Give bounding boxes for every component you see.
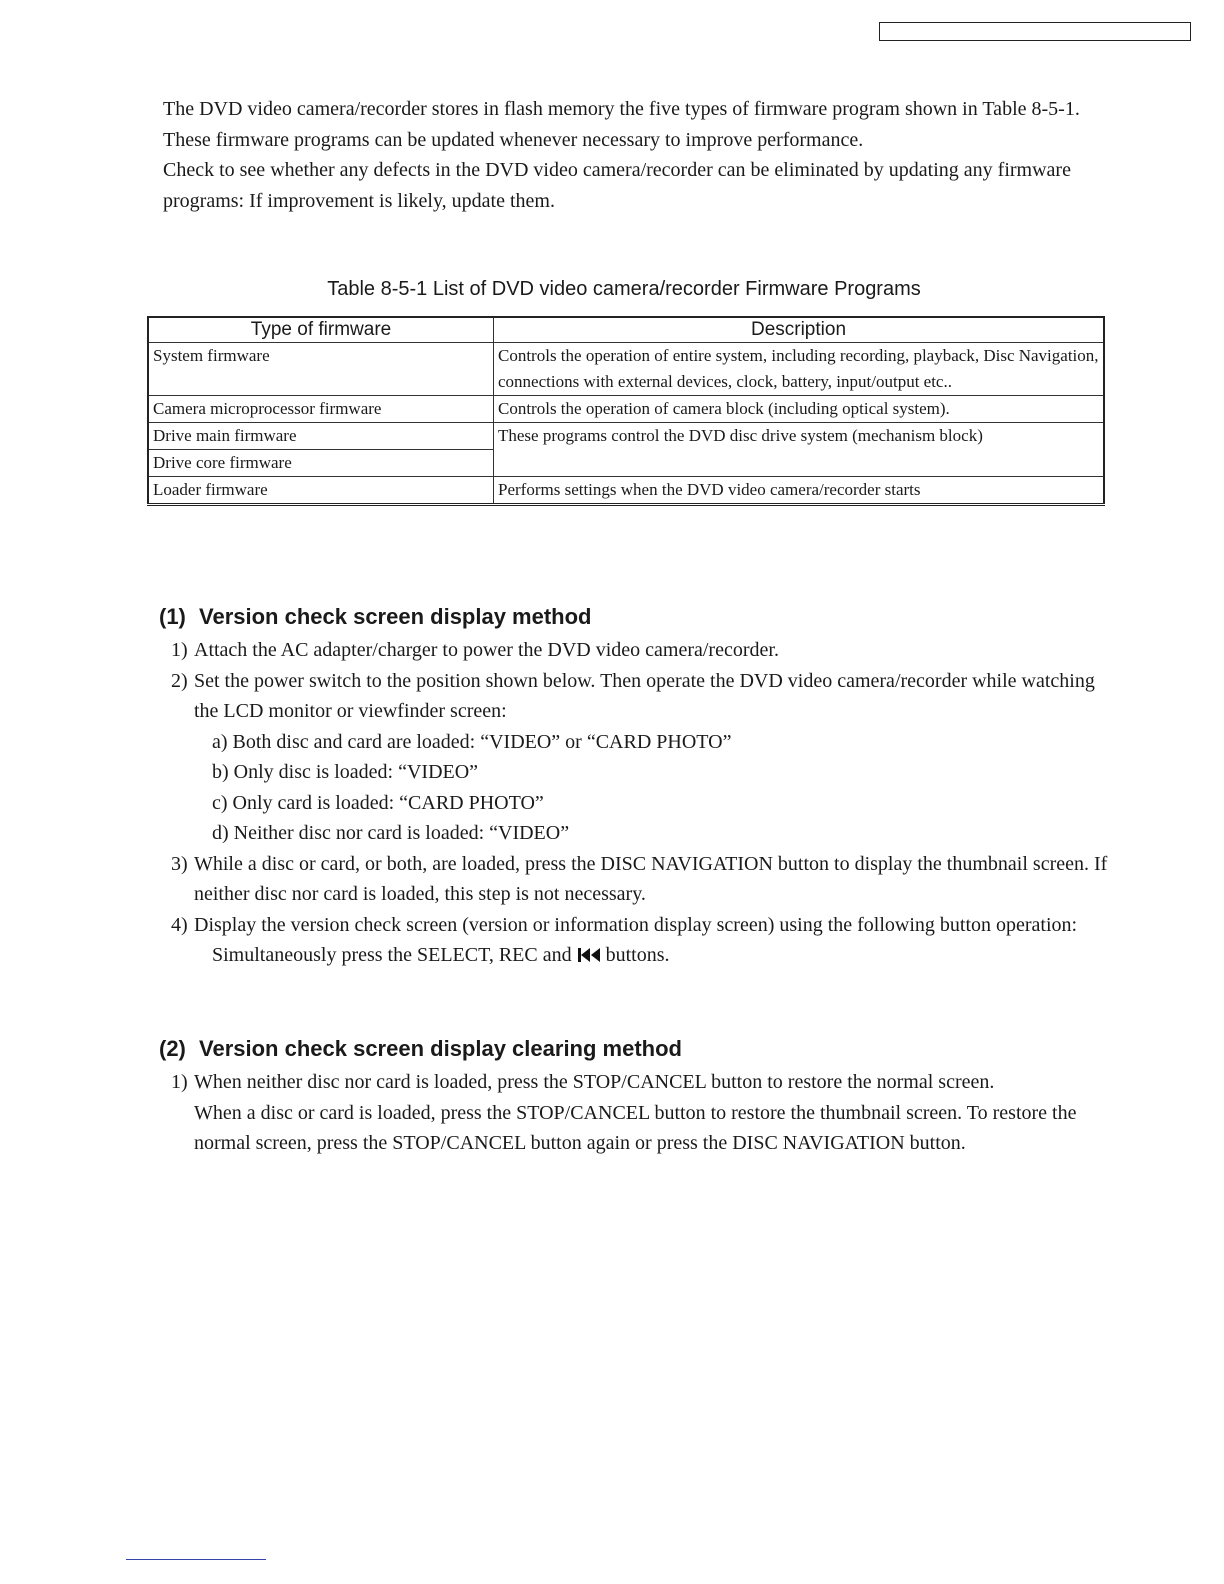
firmware-description-cell: Controls the operation of entire system, including recording, playback, Disc Navigation, connections with external devices, clock, battery, input/output etc.. [494, 343, 1105, 396]
intro-text [163, 94, 1113, 216]
sub-item: a) Both disc and card are loaded: “VIDEO” or “CARD PHOTO” [212, 730, 732, 753]
table-row [148, 396, 1104, 423]
section-2-number: (2) [159, 1036, 186, 1061]
section-1-heading [159, 604, 592, 630]
sub-item: d) Neither disc nor card is loaded: “VIDEO” [212, 822, 570, 844]
list-item [171, 849, 1111, 910]
table-row [148, 343, 1104, 396]
list-item [171, 910, 1111, 971]
firmware-type-cell: Camera microprocessor firmware [148, 396, 494, 423]
section-2-steps [171, 1067, 1111, 1159]
firmware-description-cell: These programs control the DVD disc drive system (mechanism block) [494, 423, 1105, 477]
button-combination [194, 940, 1111, 971]
firmware-description-cell: Performs settings when the DVD video camera/recorder starts [494, 477, 1105, 505]
button-combination-suffix: buttons. [605, 944, 670, 966]
section-2-heading [159, 1036, 682, 1062]
firmware-type-cell: System firmware [148, 343, 494, 396]
header-box [879, 22, 1191, 41]
column-header-description: Description [494, 317, 1105, 343]
intro-paragraph-1: The DVD video camera/recorder stores in flash memory the five types of firmware program shown in Table 8-5-1. These firmware programs can be updated whenever necessary to improve performance. [163, 98, 1080, 151]
firmware-table [147, 316, 1105, 506]
step-number: 1) [171, 1071, 188, 1093]
firmware-description-cell: Controls the operation of camera block (including optical system). [494, 396, 1105, 423]
sub-item: b) Only disc is loaded: “VIDEO” [212, 761, 479, 783]
button-combination-text: Simultaneously press the SELECT, REC and [212, 944, 572, 966]
table-header-row [148, 317, 1104, 343]
section-2-title: Version check screen display clearing method [199, 1036, 682, 1061]
table-row [148, 423, 1104, 450]
step-number: 4) [171, 913, 188, 936]
skip-back-icon [577, 947, 601, 963]
firmware-type-cell: Loader firmware [148, 477, 494, 505]
section-1-steps [171, 635, 1111, 971]
step-text: While a disc or card, or both, are loaded, press the DISC NAVIGATION button to display the thumbnail screen. If neither disc nor card is loaded, this step is not necessary. [194, 852, 1108, 905]
step-number: 2) [171, 669, 188, 692]
step-text: Display the version check screen (version or information display screen) using the following button operation: [194, 913, 1078, 936]
list-item [171, 1067, 1111, 1159]
step-number: 1) [171, 639, 188, 661]
step-text: Attach the AC adapter/charger to power the DVD video camera/recorder. [194, 639, 779, 661]
firmware-type-cell: Drive main firmware [148, 423, 494, 450]
list-item [171, 635, 1111, 666]
table-row [148, 477, 1104, 505]
step-continuation: When a disc or card is loaded, press the STOP/CANCEL button to restore the thumbnail screen. To restore the normal screen, press the STOP/CANCEL button again or press the DISC NAVIGATION button. [194, 1101, 1077, 1154]
section-1-number: (1) [159, 604, 186, 629]
column-header-type: Type of firmware [148, 317, 494, 343]
table-caption: Table 8-5-1 List of DVD video camera/recorder Firmware Programs [327, 278, 921, 300]
step-text: Set the power switch to the position shown below. Then operate the DVD video camera/recorder while watching the LCD monitor or viewfinder screen: [194, 669, 1095, 722]
firmware-type-cell: Drive core firmware [148, 450, 494, 477]
step-number: 3) [171, 852, 188, 875]
sub-item: c) Only card is loaded: “CARD PHOTO” [212, 791, 544, 814]
intro-paragraph-2: Check to see whether any defects in the DVD video camera/recorder can be eliminated by updating any firmware programs: If improvement is likely, update them. [163, 159, 1071, 212]
footer-line [126, 1559, 266, 1560]
list-item [171, 666, 1111, 849]
section-1-title: Version check screen display method [199, 604, 592, 629]
step-text: When neither disc nor card is loaded, press the STOP/CANCEL button to restore the normal screen. [194, 1071, 995, 1093]
